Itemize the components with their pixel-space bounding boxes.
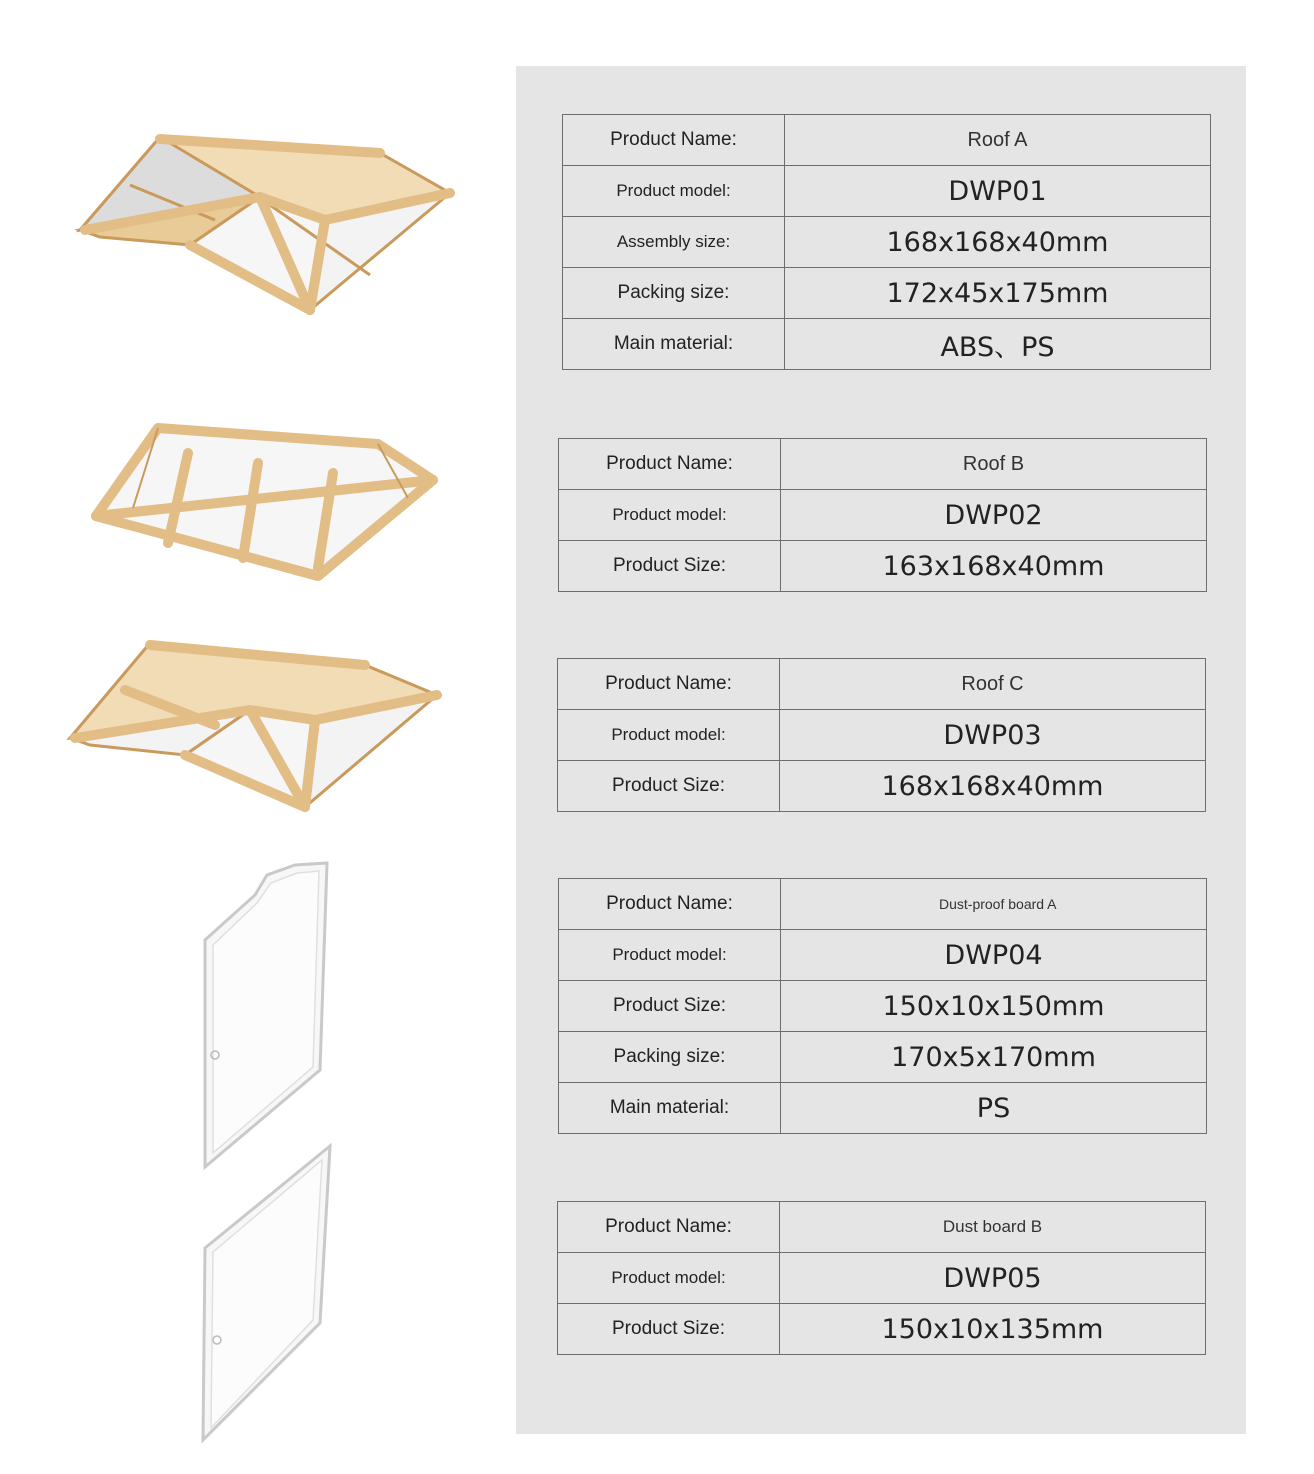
roof-c-illustration [65,635,445,815]
table-row [558,659,1206,710]
dust-proof-board-a-illustration [195,855,335,1175]
product-model-label: Product model: [559,490,781,541]
table-row [558,761,1206,812]
main-material-value: ABS、PS [785,319,1211,370]
table-row [559,981,1207,1032]
product-size-label: Product Size: [558,761,780,812]
table-row [563,319,1211,370]
spec-table-roof-c [557,658,1206,812]
packing-size-label: Packing size: [563,268,785,319]
assembly-size-label: Assembly size: [563,217,785,268]
product-size-value: 163x168x40mm [781,541,1207,592]
table-row [563,115,1211,166]
product-name-label: Product Name: [563,115,785,166]
product-size-label: Product Size: [559,541,781,592]
product-model-value: DWP03 [780,710,1206,761]
product-size-value: 150x10x150mm [781,981,1207,1032]
product-size-label: Product Size: [559,981,781,1032]
spec-table-dust-proof-board-a [558,878,1207,1134]
spec-table-roof-b [558,438,1207,592]
product-size-label: Product Size: [558,1304,780,1355]
product-name-value: Roof A [785,115,1211,166]
dust-board-b-illustration [195,1138,335,1448]
product-model-value: DWP04 [781,930,1207,981]
packing-size-value: 172x45x175mm [785,268,1211,319]
product-model-label: Product model: [558,710,780,761]
product-model-value: DWP01 [785,166,1211,217]
product-name-label: Product Name: [558,1202,780,1253]
table-row [559,541,1207,592]
product-name-value: Dust board B [780,1202,1206,1253]
table-row [559,879,1207,930]
product-size-value: 168x168x40mm [780,761,1206,812]
table-row [559,1083,1207,1134]
assembly-size-value: 168x168x40mm [785,217,1211,268]
product-model-label: Product model: [563,166,785,217]
table-row [563,268,1211,319]
table-row [563,166,1211,217]
product-name-value: Roof C [780,659,1206,710]
product-name-value: Roof B [781,439,1207,490]
main-material-value: PS [781,1083,1207,1134]
product-model-value: DWP05 [780,1253,1206,1304]
table-row [558,1304,1206,1355]
main-material-label: Main material: [559,1083,781,1134]
main-material-label: Main material: [563,319,785,370]
table-row [559,930,1207,981]
product-name-label: Product Name: [558,659,780,710]
product-model-label: Product model: [558,1253,780,1304]
product-name-label: Product Name: [559,439,781,490]
roof-b-illustration [88,418,438,588]
table-row [559,439,1207,490]
product-model-value: DWP02 [781,490,1207,541]
spec-table-roof-a [562,114,1211,370]
product-size-value: 150x10x135mm [780,1304,1206,1355]
packing-size-value: 170x5x170mm [781,1032,1207,1083]
table-row [558,710,1206,761]
table-row [559,490,1207,541]
table-row [563,217,1211,268]
packing-size-label: Packing size: [559,1032,781,1083]
product-name-value: Dust-proof board A [781,879,1207,930]
table-row [558,1253,1206,1304]
table-row [558,1202,1206,1253]
product-name-label: Product Name: [559,879,781,930]
spec-table-dust-board-b [557,1201,1206,1355]
roof-a-illustration [70,125,460,325]
table-row [559,1032,1207,1083]
product-model-label: Product model: [559,930,781,981]
